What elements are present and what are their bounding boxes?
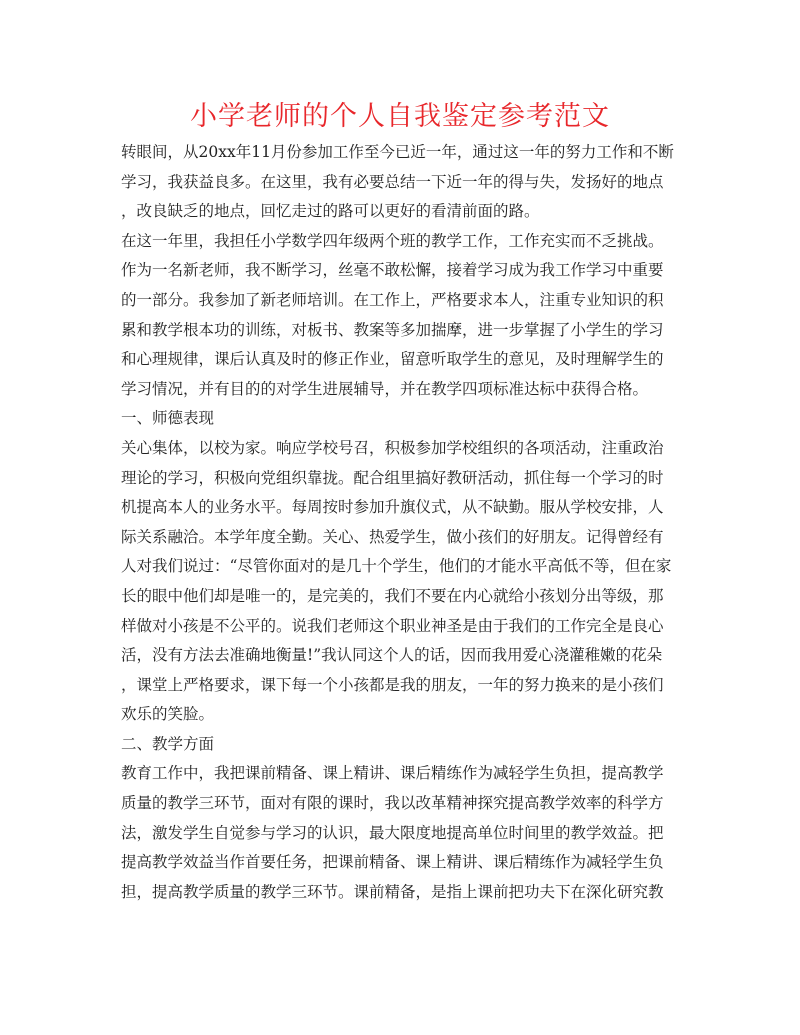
section-heading-ethics: 一、师德表现: [121, 409, 215, 428]
body-line: 提高教学效益当作首要任务，把课前精备、课上精讲、课后精练作为减轻学生负: [121, 853, 664, 872]
body-line: 欢乐的笑脸。: [121, 705, 215, 724]
body-line: 作为一名新老师，我不断学习，丝毫不敢松懈，接着学习成为我工作学习中重要: [121, 261, 664, 280]
body-line: 在这一年里，我担任小学数学四年级两个班的教学工作，工作充实而不乏挑战。: [121, 231, 664, 250]
body-line: ，改良缺乏的地点，回忆走过的路可以更好的看清前面的路。: [121, 202, 540, 221]
body-line: 的一部分。我参加了新老师培训。在工作上，严格要求本人，注重专业知识的积: [121, 290, 664, 309]
body-line: 际关系融洽。本学年度全勤。关心、热爱学生，做小孩们的好朋友。记得曾经有: [121, 527, 664, 546]
body-line: 法，激发学生自觉参与学习的认识，最大限度地提高单位时间里的教学效益。把: [121, 823, 664, 842]
section-heading-teaching: 二、教学方面: [121, 734, 215, 753]
body-line: 活，没有方法去准确地衡量!”我认同这个人的话，因而我用爱心浇灌稚嫩的花朵: [121, 646, 663, 665]
body-line: 机提高本人的业务水平。每周按时参加升旗仪式，从不缺勤。服从学校安排，人: [121, 498, 664, 517]
body-line: ，课堂上严格要求，课下每一个小孩都是我的朋友，一年的努力换来的是小孩们: [121, 675, 664, 694]
body-line: 担，提高教学质量的教学三环节。课前精备，是指上课前把功夫下在深化研究教: [121, 882, 664, 901]
body-line: 累和教学根本功的训练，对板书、教案等多加揣摩，进一步掌握了小学生的学习: [121, 320, 664, 339]
body-line: 人对我们说过：“尽管你面对的是几十个学生，他们的才能水平高低不等，但在家: [121, 557, 672, 576]
body-line: 学习，我获益良多。在这里，我有必要总结一下近一年的得与失，发扬好的地点: [121, 172, 664, 191]
body-line: 教育工作中，我把课前精备、课上精讲、课后精练作为减轻学生负担，提高教学: [121, 764, 664, 783]
document-body: [121, 138, 681, 907]
body-line: 理论的学习，积极向党组织靠拢。配合组里搞好教研活动，抓住每一个学习的时: [121, 468, 664, 487]
document-title: 小学老师的个人自我鉴定参考范文: [190, 101, 610, 132]
body-line: 质量的教学三环节，面对有限的课时，我以改革精神探究提高教学效率的科学方: [121, 794, 664, 813]
body-line: 和心理规律，课后认真及时的修正作业，留意听取学生的意见，及时理解学生的: [121, 350, 664, 369]
body-line: 关心集体，以校为家。响应学校号召，积极参加学校组织的各项活动，注重政治: [121, 438, 664, 457]
body-line: 样做对小孩是不公平的。说我们老师这个职业神圣是由于我们的工作完全是良心: [121, 616, 664, 635]
body-line: 学习情况，并有目的的对学生进展辅导，并在教学四项标准达标中获得合格。: [121, 379, 649, 398]
body-line: 长的眼中他们却是唯一的，是完美的，我们不要在内心就给小孩划分出等级，那: [121, 586, 664, 605]
body-line: 转眼间，从20xx年11月份参加工作至今已近一年，通过这一年的努力工作和不断: [121, 143, 674, 161]
